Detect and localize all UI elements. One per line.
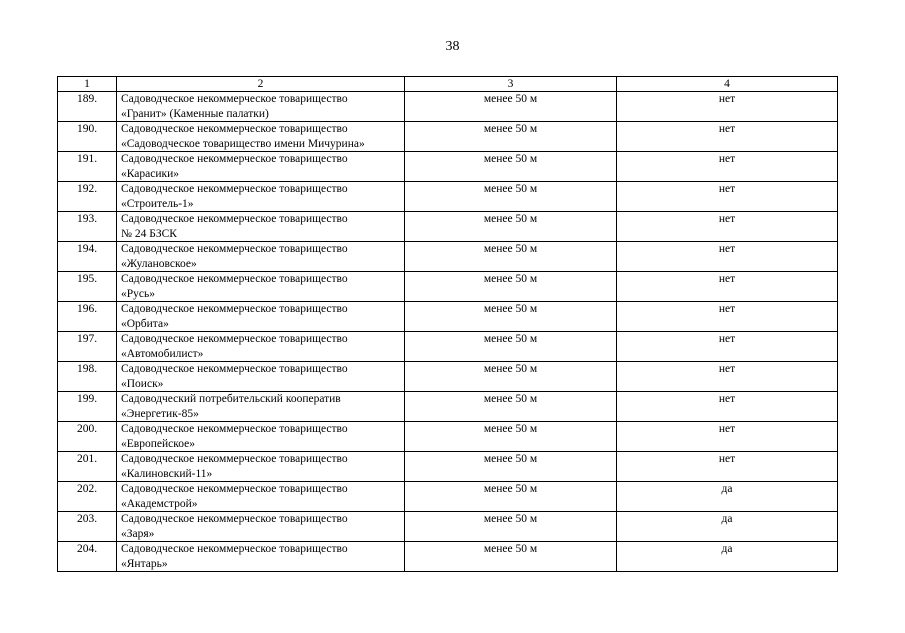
- organization-name-line1: Садоводческое некоммерческое товарищество: [121, 243, 348, 255]
- row-number: 189.: [58, 92, 117, 122]
- distance-value: менее 50 м: [405, 332, 617, 362]
- organization-name: [117, 512, 405, 542]
- flag-value: да: [617, 482, 838, 512]
- flag-value: нет: [617, 152, 838, 182]
- distance-value: менее 50 м: [405, 422, 617, 452]
- organization-name-line2: «Строитель-1»: [121, 197, 194, 210]
- organization-name: [117, 92, 405, 122]
- distance-value: менее 50 м: [405, 452, 617, 482]
- organization-name-line1: Садоводческое некоммерческое товарищество: [121, 543, 348, 555]
- organization-name-line2: «Гранит» (Каменные палатки): [121, 107, 269, 120]
- row-number: 194.: [58, 242, 117, 272]
- organization-name-line2: № 24 БЗСК: [121, 227, 177, 240]
- organization-name-line1: Садоводческое некоммерческое товарищество: [121, 153, 348, 165]
- header-col-1: 1: [58, 77, 117, 92]
- row-number: 190.: [58, 122, 117, 152]
- organization-name: [117, 452, 405, 482]
- row-number: 203.: [58, 512, 117, 542]
- flag-value: нет: [617, 92, 838, 122]
- row-number: 202.: [58, 482, 117, 512]
- distance-value: менее 50 м: [405, 152, 617, 182]
- row-number: 196.: [58, 302, 117, 332]
- table-row: [58, 242, 838, 272]
- organization-name-line2: «Садоводческое товарищество имени Мичурина»: [121, 137, 365, 150]
- organization-name: [117, 122, 405, 152]
- flag-value: нет: [617, 122, 838, 152]
- distance-value: менее 50 м: [405, 482, 617, 512]
- table-row: [58, 122, 838, 152]
- organization-name-line2: «Карасики»: [121, 167, 179, 180]
- organization-name-line2: «Янтарь»: [121, 557, 168, 570]
- organization-name-line1: Садоводческое некоммерческое товарищество: [121, 363, 348, 375]
- header-row: [58, 77, 838, 92]
- organization-name-line1: Садоводческое некоммерческое товарищество: [121, 123, 348, 135]
- organization-name: [117, 152, 405, 182]
- table-row: [58, 512, 838, 542]
- distance-value: менее 50 м: [405, 512, 617, 542]
- flag-value: нет: [617, 392, 838, 422]
- row-number: 198.: [58, 362, 117, 392]
- row-number: 193.: [58, 212, 117, 242]
- flag-value: нет: [617, 182, 838, 212]
- organization-name-line2: «Жулановское»: [121, 257, 197, 270]
- distance-value: менее 50 м: [405, 542, 617, 572]
- distance-value: менее 50 м: [405, 242, 617, 272]
- organization-name-line2: «Автомобилист»: [121, 347, 204, 360]
- distance-value: менее 50 м: [405, 92, 617, 122]
- organization-name-line1: Садоводческое некоммерческое товарищество: [121, 183, 348, 195]
- row-number: 200.: [58, 422, 117, 452]
- table-row: [58, 482, 838, 512]
- organization-name: [117, 362, 405, 392]
- organization-name-line1: Садоводческое некоммерческое товарищество: [121, 213, 348, 225]
- table-row: [58, 422, 838, 452]
- flag-value: да: [617, 542, 838, 572]
- row-number: 197.: [58, 332, 117, 362]
- organization-name-line1: Садоводческое некоммерческое товарищество: [121, 483, 348, 495]
- row-number: 201.: [58, 452, 117, 482]
- table-header: [58, 77, 838, 92]
- flag-value: нет: [617, 272, 838, 302]
- table-row: [58, 332, 838, 362]
- organization-name: [117, 272, 405, 302]
- flag-value: нет: [617, 212, 838, 242]
- table-body: [58, 92, 838, 572]
- row-number: 195.: [58, 272, 117, 302]
- table-row: [58, 302, 838, 332]
- table-row: [58, 362, 838, 392]
- organization-name: [117, 182, 405, 212]
- organization-name-line1: Садоводческий потребительский кооператив: [121, 393, 341, 405]
- organization-name-line2: «Заря»: [121, 527, 155, 540]
- organization-name-line2: «Орбита»: [121, 317, 169, 330]
- table-row: [58, 452, 838, 482]
- row-number: 204.: [58, 542, 117, 572]
- row-number: 192.: [58, 182, 117, 212]
- page-number: 38: [445, 39, 460, 54]
- organization-name: [117, 332, 405, 362]
- organization-name-line1: Садоводческое некоммерческое товарищество: [121, 273, 348, 285]
- table-row: [58, 182, 838, 212]
- flag-value: нет: [617, 452, 838, 482]
- distance-value: менее 50 м: [405, 362, 617, 392]
- flag-value: нет: [617, 422, 838, 452]
- table-row: [58, 152, 838, 182]
- organization-name-line2: «Поиск»: [121, 377, 164, 390]
- header-col-2: 2: [117, 77, 405, 92]
- data-table: [57, 76, 838, 572]
- organization-name: [117, 482, 405, 512]
- organization-name: [117, 392, 405, 422]
- organization-name-line2: «Академстрой»: [121, 497, 198, 510]
- distance-value: менее 50 м: [405, 392, 617, 422]
- header-col-3: 3: [405, 77, 617, 92]
- organization-name-line1: Садоводческое некоммерческое товарищество: [121, 303, 348, 315]
- organization-name-line2: «Русь»: [121, 287, 155, 300]
- row-number: 199.: [58, 392, 117, 422]
- organization-name-line2: «Энергетик-85»: [121, 407, 199, 420]
- organization-name-line2: «Калиновский-11»: [121, 467, 213, 480]
- distance-value: менее 50 м: [405, 272, 617, 302]
- table-row: [58, 92, 838, 122]
- distance-value: менее 50 м: [405, 212, 617, 242]
- organization-name: [117, 242, 405, 272]
- flag-value: нет: [617, 242, 838, 272]
- flag-value: нет: [617, 362, 838, 392]
- flag-value: нет: [617, 332, 838, 362]
- organization-name-line1: Садоводческое некоммерческое товарищество: [121, 93, 348, 105]
- organization-name: [117, 542, 405, 572]
- distance-value: менее 50 м: [405, 182, 617, 212]
- row-number: 191.: [58, 152, 117, 182]
- distance-value: менее 50 м: [405, 302, 617, 332]
- header-col-4: 4: [617, 77, 838, 92]
- organization-name: [117, 302, 405, 332]
- table-row: [58, 212, 838, 242]
- organization-name-line1: Садоводческое некоммерческое товарищество: [121, 333, 348, 345]
- table-row: [58, 542, 838, 572]
- organization-name: [117, 422, 405, 452]
- organization-name-line2: «Европейское»: [121, 437, 195, 450]
- table-row: [58, 392, 838, 422]
- organization-name-line1: Садоводческое некоммерческое товарищество: [121, 453, 348, 465]
- organization-name-line1: Садоводческое некоммерческое товарищество: [121, 423, 348, 435]
- distance-value: менее 50 м: [405, 122, 617, 152]
- organization-name: [117, 212, 405, 242]
- organization-name-line1: Садоводческое некоммерческое товарищество: [121, 513, 348, 525]
- flag-value: да: [617, 512, 838, 542]
- table-row: [58, 272, 838, 302]
- flag-value: нет: [617, 302, 838, 332]
